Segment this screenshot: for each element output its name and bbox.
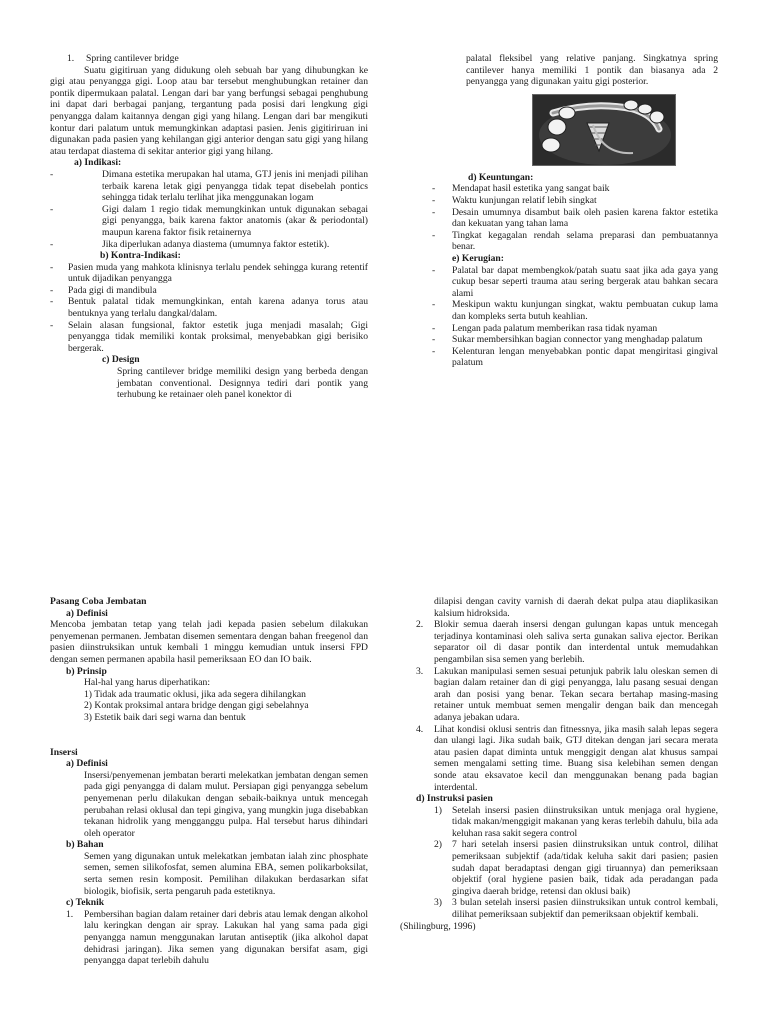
- list-item: - Sukar membersihkan bagian connector yang menghadap palatum: [432, 334, 718, 346]
- step-text: Lihat kondisi oklusi sentris dan fitnessnya, jika masih salah lepas segera dan ulangi lagi. Jika sudah baik, GTJ ditekan dengan jari secara merata atau pasien dapat diminta untuk menggigit dengan alat khusus sampai semen mengalami setting time. Buang sisa kelebihan semen dengan sonde atau eksavatoe kecil dan menggunakan benang pada bagian interdental.: [434, 723, 718, 793]
- item-text: 3 bulan setelah insersi pasien diinstruksikan untuk control kembali, dilihat pemeriksaan subjektif dan pemeriksaan objektif kembali.: [452, 897, 718, 921]
- teknik-step-1-continued: dilapisi dengan cavity varnish di daerah dekat pulpa atau diaplikasikan kalsium hidroksida.: [434, 596, 718, 619]
- list-item: - Pasien muda yang mahkota klinisnya terlalu pendek sehingga kurang retentif untuk dijadikan penyangga: [50, 262, 368, 285]
- keuntungan-list: [432, 183, 718, 253]
- pasang-coba-title: Pasang Coba Jembatan: [50, 596, 147, 607]
- list-item: - Desain umumnya disambut baik oleh pasien karena faktor estetika dan kekuatan yang tahan lama: [432, 207, 718, 230]
- list-item: - Pada gigi di mandibula: [50, 285, 368, 297]
- top-right-column: [432, 53, 718, 369]
- insersi-definisi-paragraph: Insersi/penyemenan jembatan berarti melekatkan jembatan dengan semen pada gigi penyangga di dalam mulut. Persiapan gigi penyangga sebelum penyemenan perlu dilakukan dengan sebaik-baiknya untuk mencegah perubahan relasi oklusal dan tepi gingiva, yang mungkin juga disebabkan tekanan hidrolik yang mengganggu pulpa. Hal tersebut harus dihindari oleh operator: [84, 769, 368, 839]
- keuntungan-heading: d) Keuntungan:: [468, 171, 534, 183]
- bahan-paragraph: Semen yang digunakan untuk melekatkan jembatan ialah zinc phosphate semen, semen silikofosfat, semen alumina EBA, semen polikarboksilat, serta semen resin komposit. Pemilihan dilakukan berdasarkan sifat biologik, biofisik, serta pengaruh pada estetiknya.: [84, 850, 368, 897]
- spring-cantilever-summary: palatal fleksibel yang relative panjang. Singkatnya spring cantilever hanya memiliki 1 pontik dan biasanya ada 2 penyangga yang digunakan yaitu gigi posterior.: [466, 53, 718, 88]
- step-text: Lakukan manipulasi semen sesuai petunjuk pabrik lalu oleskan semen di bagian dalam retainer dan di gigi penyangga, lalu pasang sesuai dengan arah dan posisi yang benar. Tekan secara bertahap masing-masing retainer untuk membuat semen mengalir dengan baik dan mencegah adanya jebakan udara.: [434, 665, 718, 723]
- list-item: - Kelenturan lengan menyebabkan pontic dapat mengiritasi gingival palatum: [432, 346, 718, 369]
- citation: (Shilingburg, 1996): [400, 920, 476, 932]
- prinsip-intro: Hal-hal yang harus diperhatikan:: [84, 677, 211, 689]
- indikasi-list: [50, 169, 368, 250]
- top-left-column: [50, 53, 368, 401]
- design-heading: c) Design: [102, 354, 140, 366]
- list-item: - Lengan pada palatum memberikan rasa tidak nyaman: [432, 323, 718, 335]
- instruksi-item-2: [400, 839, 718, 897]
- list-item: 2) Kontak proksimal antara bridge dengan gigi sebelahnya: [84, 700, 309, 712]
- list-item: - Jika diperlukan adanya diastema (umumnya faktor estetik).: [50, 239, 368, 251]
- item-text: Setelah insersi pasien diinstruksikan untuk menjaga oral hygiene, tidak makan/menggigit makanan yang keras terlebih dahulu, bila ada keluhan rasa sakit segera control: [452, 804, 718, 839]
- list-item: 1) Tidak ada traumatic oklusi, jika ada segera dihilangkan: [84, 688, 306, 700]
- kerugian-heading: e) Kerugian:: [452, 252, 504, 264]
- instruksi-heading: d) Instruksi pasien: [416, 793, 493, 805]
- insersi-definisi-heading: a) Definisi: [66, 758, 108, 770]
- item-number: 1.: [67, 53, 75, 64]
- list-item: - Meskipun waktu kunjungan singkat, waktu pembuatan cukup lama dan kompleks serta butuh keahlian.: [432, 299, 718, 322]
- step-number: 2.: [416, 619, 424, 631]
- prinsip-list: [50, 689, 368, 724]
- list-item: - Tingkat kegagalan rendah selama preparasi dan pembuatannya benar.: [432, 230, 718, 253]
- bahan-heading: b) Bahan: [66, 839, 104, 851]
- kerugian-list: [432, 265, 718, 369]
- instruksi-item-3: [400, 897, 718, 920]
- item-number: 2): [434, 839, 442, 851]
- bottom-right-column: [400, 596, 718, 932]
- design-description: Spring cantilever bridge memiliki design yang berbeda dengan jembatan conventional. Designnya tediri dari pontik yang terhubung ke retainaer oleh panel konektor di: [117, 366, 368, 401]
- kontra-indikasi-list: [50, 262, 368, 355]
- list-item: - Dimana estetika merupakan hal utama, GTJ jenis ini menjadi pilihan terbaik karena letak gigi penyangga tidak tepat disebelah pontics sehingga tidak terlalu terlihat jika menggunakan logam: [50, 169, 368, 204]
- kontra-indikasi-heading: b) Kontra-Indikasi:: [100, 250, 181, 262]
- teknik-step-1: [50, 909, 368, 967]
- list-item: - Palatal bar dapat membengkok/patah suatu saat jika ada gaya yang cukup besar seperti trauma atau sering bergerak atau bahkan secara alami: [432, 265, 718, 300]
- list-item: - Waktu kunjungan relatif lebih singkat: [432, 195, 718, 207]
- definisi-paragraph: Mencoba jembatan tetap yang telah jadi kepada pasien sebelum dilakukan penyemenan permanen. Jembatan disemen sementara dengan bahan freegenol dan pasien diinstruksikan untuk kembali 1 minggu kemudian untuk insersi FPD dengan semen permanen apabila hasil pemeriksaan EO dan IO baik.: [50, 619, 368, 665]
- item-number: 3): [434, 897, 442, 909]
- dental-bridge-diagram-icon: [533, 95, 676, 166]
- teknik-step-2: [400, 619, 718, 665]
- instruksi-item-1: [400, 805, 718, 840]
- teknik-heading: c) Teknik: [66, 897, 105, 909]
- teknik-step-4: [400, 724, 718, 794]
- item-number: 1): [434, 804, 442, 816]
- list-item: 3) Estetik baik dari segi warna dan bentuk: [84, 711, 246, 723]
- step-number: 3.: [416, 665, 424, 677]
- insersi-title: Insersi: [50, 746, 78, 758]
- list-item-spring-cantilever: [50, 53, 368, 65]
- list-item: - Gigi dalam 1 regio tidak memungkinkan untuk digunakan sebagai gigi penyangga, baik karena faktor anatomis (akar & periodontal) maupun karena faktor fisik retainernya: [50, 204, 368, 239]
- prinsip-heading: b) Prinsip: [66, 665, 107, 677]
- step-text: Pembersihan bagian dalam retainer dari debris atau lemak dengan alkohol lalu keringkan dengan air spray. Lakukan hal yang sama pada gigi penyangga namun menggunakan larutan antiseptik (jika alkohol dapat dehidrasi jaringan). Jika semen yang digunakan bersifat asam, gigi penyangga dapat terlebih dahulu: [84, 908, 368, 967]
- step-number: 1.: [66, 908, 74, 920]
- item-text: 7 hari setelah insersi pasien diinstruksikan untuk control, dilihat pemeriksaan subjektif (ada/tidak keluha sakit dari pasien; pasien sudah dapat beradaptasi dengan gigi tiruannya) dan pemeriksaan objektif (oral hygiene pasien baik, tidak ada peradangan pada gingiva daerah bridge, retensi dan oklusi baik): [452, 839, 718, 897]
- teknik-step-3: [400, 666, 718, 724]
- list-item: - Mendapat hasil estetika yang sangat baik: [432, 183, 718, 195]
- spring-cantilever-illustration: [532, 94, 676, 166]
- spring-cantilever-description: Suatu gigitiruan yang didukung oleh sebuah bar yang dihubungkan ke gigi atau penyangga gigi. Loop atau bar tersebut menghubungkan retainer dan pontik dipermukaan palatal. Lengan dari bar yang berfungsi sebagai penghubung ini dapat dari berbagai panjang, tergantung pada posisi dari lengkung gigi penyangga dalam kaitannya dengan gigi yang hilang. Lengan dari bar mengikuti kontur dari palatum untuk memungkinkan adaptasi pasien. Jenis gigitiriruan ini digunakan pada pasien yang kehilangan gigi anterior dengan satu gigi yang hilang atau terdapat diastema di sekitar anterior gigi yang hilang.: [50, 64, 368, 157]
- definisi-heading: a) Definisi: [66, 607, 108, 619]
- step-text: Blokir semua daerah insersi dengan gulungan kapas untuk mencegah terjadinya kontaminasi oleh saliva serta gunakan saliva ejector. Berikan separator oil di dasar pontik dan interdental untuk memudahkan pengambilan sisa semen yang berlebih.: [434, 619, 718, 665]
- step-number: 4.: [416, 723, 424, 735]
- list-item: - Selain alasan fungsional, faktor estetik juga menjadi masalah; Gigi penyangga tidak memiliki kontak proksimal, menyebabkan gigi berisiko bergerak.: [50, 320, 368, 355]
- indikasi-heading: a) Indikasi:: [74, 157, 122, 169]
- list-item: - Bentuk palatal tidak memungkinkan, entah karena adanya torus atau bentuknya yang terlalu dangkal/dalam.: [50, 296, 368, 319]
- item-title: Spring cantilever bridge: [86, 53, 179, 64]
- bottom-left-column: [50, 596, 368, 967]
